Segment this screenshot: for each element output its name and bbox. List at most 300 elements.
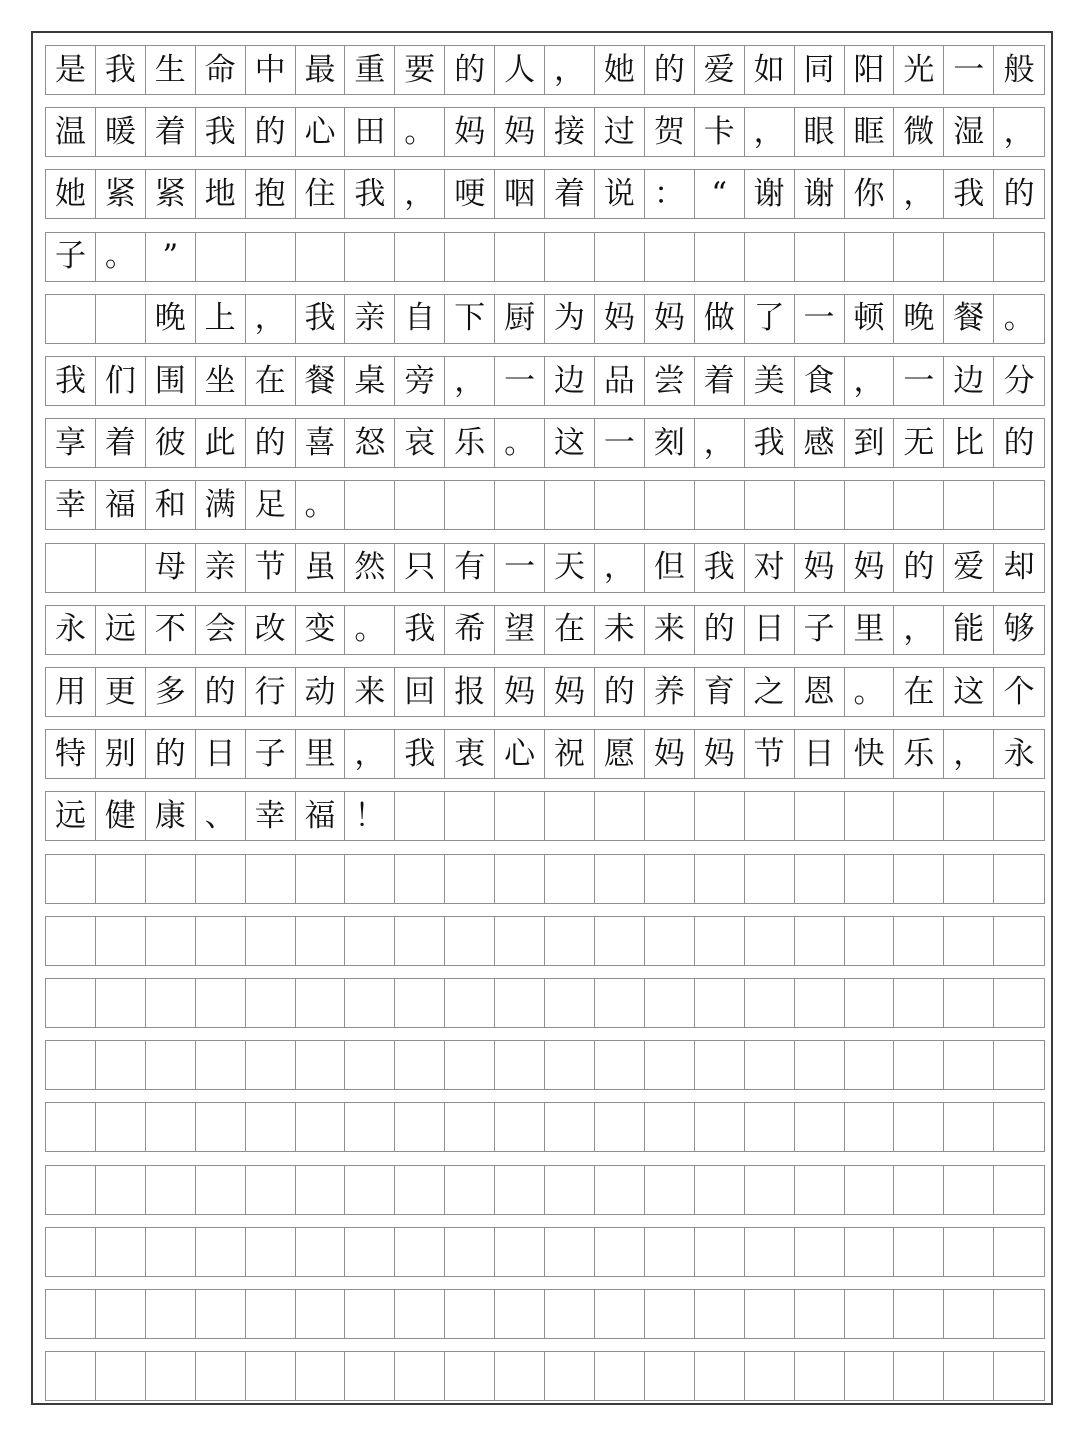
grid-cell: 她 <box>595 46 645 94</box>
grid-cell <box>894 233 944 281</box>
grid-cell <box>345 1228 395 1276</box>
grid-cell <box>46 1103 96 1151</box>
grid-row <box>45 978 1045 1028</box>
grid-cell: 妈 <box>845 544 895 592</box>
grid-cell <box>695 233 745 281</box>
grid-cell <box>645 1103 695 1151</box>
grid-cell <box>994 1166 1044 1214</box>
grid-cell: 一 <box>495 544 545 592</box>
grid-cell <box>545 1166 595 1214</box>
grid-cell: 动 <box>296 668 346 716</box>
grid-cell <box>595 1166 645 1214</box>
grid-cell: 妈 <box>495 108 545 156</box>
grid-cell <box>395 481 445 529</box>
grid-cell: 紧 <box>146 170 196 218</box>
grid-cell: 品 <box>595 357 645 405</box>
grid-cell <box>296 917 346 965</box>
grid-cell <box>595 1352 645 1400</box>
grid-cell <box>445 855 495 903</box>
grid-cell: 餐 <box>296 357 346 405</box>
grid-cell: 和 <box>146 481 196 529</box>
grid-cell: 有 <box>445 544 495 592</box>
grid-cell: 我 <box>96 46 146 94</box>
grid-cell: 育 <box>695 668 745 716</box>
grid-cell: ， <box>695 419 745 467</box>
grid-cell <box>695 855 745 903</box>
grid-cell: 远 <box>96 606 146 654</box>
grid-cell <box>96 1228 146 1276</box>
grid-cell: 母 <box>146 544 196 592</box>
grid-row <box>45 605 1045 655</box>
grid-cell <box>345 1103 395 1151</box>
grid-cell <box>894 979 944 1027</box>
grid-cell: 快 <box>845 730 895 778</box>
grid-row <box>45 854 1045 904</box>
grid-cell <box>845 1166 895 1214</box>
grid-cell: 一 <box>944 46 994 94</box>
grid-cell <box>845 1228 895 1276</box>
grid-cell: 但 <box>645 544 695 592</box>
grid-cell: 温 <box>46 108 96 156</box>
grid-cell <box>196 1290 246 1338</box>
grid-cell <box>246 1228 296 1276</box>
grid-cell <box>595 792 645 840</box>
grid-cell <box>645 855 695 903</box>
grid-cell <box>645 1290 695 1338</box>
grid-row <box>45 1102 1045 1152</box>
grid-cell: 人 <box>495 46 545 94</box>
grid-cell <box>944 792 994 840</box>
grid-cell: ， <box>745 108 795 156</box>
grid-cell <box>445 979 495 1027</box>
grid-cell: 着 <box>96 419 146 467</box>
grid-cell: 般 <box>1003 51 1035 88</box>
grid-cell: 节 <box>246 544 296 592</box>
grid-cell <box>795 481 845 529</box>
grid-cell: 在 <box>545 606 595 654</box>
grid-cell <box>246 1290 296 1338</box>
grid-cell: 哽 <box>445 170 495 218</box>
grid-cell <box>545 233 595 281</box>
grid-cell <box>445 1103 495 1151</box>
grid-cell: “ <box>695 170 745 218</box>
grid-cell <box>146 1290 196 1338</box>
grid-cell: 未 <box>595 606 645 654</box>
grid-cell: ！ <box>345 792 395 840</box>
grid-cell <box>445 1352 495 1400</box>
grid-cell: 边 <box>944 357 994 405</box>
grid-cell <box>196 233 246 281</box>
grid-cell: 永 <box>1003 735 1035 772</box>
grid-cell: 愿 <box>595 730 645 778</box>
grid-cell: 个 <box>1003 673 1035 710</box>
grid-cell: 餐 <box>944 295 994 343</box>
grid-cell: 。 <box>395 108 445 156</box>
grid-cell <box>795 855 845 903</box>
grid-cell <box>994 1103 1044 1151</box>
grid-cell: 的 <box>445 46 495 94</box>
grid-row <box>45 1165 1045 1215</box>
grid-cell <box>445 792 495 840</box>
grid-cell <box>845 233 895 281</box>
grid-cell: 着 <box>146 108 196 156</box>
grid-cell: 眶 <box>845 108 895 156</box>
grid-cell <box>96 295 146 343</box>
grid-cell: 在 <box>894 668 944 716</box>
grid-cell <box>745 792 795 840</box>
grid-cell: 住 <box>296 170 346 218</box>
grid-cell: 子 <box>246 730 296 778</box>
grid-cell <box>345 979 395 1027</box>
grid-cell: 天 <box>545 544 595 592</box>
grid-cell <box>944 233 994 281</box>
grid-cell: 此 <box>196 419 246 467</box>
grid-cell: 了 <box>745 295 795 343</box>
grid-cell <box>795 1228 845 1276</box>
grid-cell <box>845 481 895 529</box>
grid-cell <box>994 1352 1044 1400</box>
grid-cell <box>345 855 395 903</box>
grid-cell: 自 <box>395 295 445 343</box>
grid-cell <box>296 1041 346 1089</box>
grid-cell: 祝 <box>545 730 595 778</box>
grid-cell: 着 <box>545 170 595 218</box>
grid-cell <box>645 1352 695 1400</box>
grid-cell <box>146 917 196 965</box>
grid-cell: 我 <box>345 170 395 218</box>
grid-cell <box>545 855 595 903</box>
grid-cell: 田 <box>345 108 395 156</box>
grid-cell <box>994 481 1044 529</box>
grid-row <box>45 1227 1045 1277</box>
grid-cell <box>495 855 545 903</box>
grid-cell <box>845 979 895 1027</box>
grid-cell: 刻 <box>645 419 695 467</box>
grid-cell <box>944 481 994 529</box>
grid-cell <box>745 233 795 281</box>
grid-cell: ， <box>845 357 895 405</box>
grid-cell <box>695 979 745 1027</box>
grid-cell <box>445 481 495 529</box>
grid-cell <box>944 855 994 903</box>
grid-row <box>45 916 1045 966</box>
grid-cell: 行 <box>246 668 296 716</box>
grid-cell <box>894 792 944 840</box>
grid-cell: 的 <box>894 544 944 592</box>
grid-cell: 心 <box>495 730 545 778</box>
grid-cell: 边 <box>545 357 595 405</box>
grid-cell <box>645 917 695 965</box>
grid-cell <box>445 1041 495 1089</box>
grid-cell <box>545 792 595 840</box>
grid-cell <box>345 1290 395 1338</box>
grid-cell: 虽 <box>296 544 346 592</box>
grid-cell: 们 <box>96 357 146 405</box>
grid-cell <box>246 1041 296 1089</box>
grid-cell: 用 <box>46 668 96 716</box>
grid-cell: 到 <box>845 419 895 467</box>
grid-cell: 节 <box>745 730 795 778</box>
grid-cell <box>246 1166 296 1214</box>
grid-cell: 日 <box>196 730 246 778</box>
grid-cell <box>795 1352 845 1400</box>
grid-cell: 来 <box>645 606 695 654</box>
grid-cell <box>695 1352 745 1400</box>
grid-cell <box>246 1103 296 1151</box>
grid-cell: 永 <box>46 606 96 654</box>
grid-cell: 光 <box>894 46 944 94</box>
grid-cell: 里 <box>845 606 895 654</box>
grid-cell: 坐 <box>196 357 246 405</box>
grid-cell <box>395 792 445 840</box>
grid-cell: 乐 <box>894 730 944 778</box>
grid-cell <box>395 917 445 965</box>
grid-cell <box>296 1352 346 1400</box>
grid-cell <box>146 1041 196 1089</box>
grid-cell <box>545 979 595 1027</box>
grid-cell <box>46 855 96 903</box>
grid-cell: 上 <box>196 295 246 343</box>
grid-cell: 阳 <box>845 46 895 94</box>
grid-cell: 说 <box>595 170 645 218</box>
grid-cell: 妈 <box>695 730 745 778</box>
grid-cell: 湿 <box>944 108 994 156</box>
grid-cell: 日 <box>795 730 845 778</box>
grid-cell: 一 <box>795 295 845 343</box>
grid-cell: 福 <box>296 792 346 840</box>
grid-cell <box>745 481 795 529</box>
grid-cell <box>645 481 695 529</box>
grid-cell: 一 <box>894 357 944 405</box>
grid-cell: 心 <box>296 108 346 156</box>
grid-cell: 回 <box>395 668 445 716</box>
grid-cell <box>445 1290 495 1338</box>
grid-cell <box>845 1290 895 1338</box>
grid-cell <box>994 233 1044 281</box>
grid-cell: 着 <box>695 357 745 405</box>
grid-cell <box>196 1352 246 1400</box>
grid-cell <box>695 792 745 840</box>
grid-cell <box>96 1041 146 1089</box>
grid-cell <box>345 1166 395 1214</box>
grid-cell: 远 <box>46 792 96 840</box>
grid-cell <box>495 1103 545 1151</box>
grid-cell: 微 <box>894 108 944 156</box>
grid-cell <box>445 233 495 281</box>
grid-cell <box>994 1228 1044 1276</box>
grid-cell: 食 <box>795 357 845 405</box>
grid-cell: 的 <box>1003 175 1035 212</box>
grid-cell <box>545 1228 595 1276</box>
grid-cell <box>246 233 296 281</box>
grid-cell: 恩 <box>795 668 845 716</box>
grid-cell <box>994 855 1044 903</box>
grid-cell <box>495 233 545 281</box>
grid-cell <box>695 1103 745 1151</box>
grid-cell: 我 <box>944 170 994 218</box>
grid-cell: 妈 <box>795 544 845 592</box>
grid-cell <box>146 1166 196 1214</box>
grid-cell <box>395 1352 445 1400</box>
grid-cell <box>795 979 845 1027</box>
grid-cell: 我 <box>196 108 246 156</box>
grid-cell: ， <box>345 730 395 778</box>
grid-cell: 享 <box>46 419 96 467</box>
grid-cell: 美 <box>745 357 795 405</box>
grid-cell <box>96 855 146 903</box>
grid-cell: 养 <box>645 668 695 716</box>
grid-cell <box>695 1228 745 1276</box>
grid-cell: 中 <box>246 46 296 94</box>
grid-cell <box>944 1103 994 1151</box>
grid-cell <box>695 1290 745 1338</box>
grid-cell <box>96 1290 146 1338</box>
grid-cell <box>146 979 196 1027</box>
grid-cell: 望 <box>495 606 545 654</box>
grid-cell: 为 <box>545 295 595 343</box>
grid-cell <box>296 1228 346 1276</box>
grid-cell: 妈 <box>595 295 645 343</box>
grid-cell: 谢 <box>795 170 845 218</box>
grid-cell <box>595 481 645 529</box>
grid-cell: 无 <box>894 419 944 467</box>
grid-cell <box>795 792 845 840</box>
grid-cell: 希 <box>445 606 495 654</box>
grid-cell: 的 <box>595 668 645 716</box>
grid-cell: 之 <box>745 668 795 716</box>
grid-cell: 谢 <box>745 170 795 218</box>
grid-cell <box>695 1041 745 1089</box>
grid-cell <box>96 1166 146 1214</box>
grid-cell <box>495 1228 545 1276</box>
grid-cell: 里 <box>296 730 346 778</box>
grid-cell <box>395 979 445 1027</box>
grid-cell: 只 <box>395 544 445 592</box>
grid-row <box>45 45 1045 95</box>
grid-cell: 子 <box>795 606 845 654</box>
grid-cell: 紧 <box>96 170 146 218</box>
grid-cell <box>345 1041 395 1089</box>
grid-cell <box>495 979 545 1027</box>
grid-row <box>45 356 1045 406</box>
grid-cell <box>445 1166 495 1214</box>
grid-cell: 同 <box>795 46 845 94</box>
grid-cell <box>845 1041 895 1089</box>
grid-cell <box>495 1166 545 1214</box>
grid-cell: 福 <box>96 481 146 529</box>
grid-cell <box>894 855 944 903</box>
grid-cell <box>894 481 944 529</box>
grid-cell <box>395 1228 445 1276</box>
grid-cell <box>795 1041 845 1089</box>
grid-cell: 的 <box>645 46 695 94</box>
grid-cell: 最 <box>296 46 346 94</box>
grid-cell <box>146 1228 196 1276</box>
grid-cell: ， <box>944 730 994 778</box>
grid-cell <box>645 792 695 840</box>
grid-row <box>45 1351 1045 1401</box>
grid-cell <box>545 1103 595 1151</box>
grid-cell: 重 <box>345 46 395 94</box>
grid-cell <box>46 917 96 965</box>
grid-cell: 康 <box>146 792 196 840</box>
grid-cell: ， <box>595 544 645 592</box>
grid-cell: 这 <box>545 419 595 467</box>
grid-cell: 地 <box>196 170 246 218</box>
grid-cell <box>595 1290 645 1338</box>
grid-cell: 爱 <box>944 544 994 592</box>
grid-cell <box>495 1290 545 1338</box>
grid-cell <box>296 233 346 281</box>
grid-cell: 我 <box>695 544 745 592</box>
grid-cell: ， <box>1003 113 1035 150</box>
grid-cell <box>994 979 1044 1027</box>
grid-cell <box>96 1103 146 1151</box>
grid-cell <box>595 979 645 1027</box>
grid-cell <box>845 917 895 965</box>
grid-cell: 却 <box>1003 549 1035 586</box>
grid-cell: 如 <box>745 46 795 94</box>
grid-cell <box>994 792 1044 840</box>
grid-cell <box>795 1103 845 1151</box>
grid-cell: 、 <box>196 792 246 840</box>
grid-cell: 哀 <box>395 419 445 467</box>
grid-cell <box>595 1041 645 1089</box>
grid-cell: 一 <box>595 419 645 467</box>
grid-cell <box>645 1041 695 1089</box>
grid-cell <box>146 855 196 903</box>
grid-cell: 妈 <box>645 730 695 778</box>
grid-cell <box>46 544 96 592</box>
grid-cell: 贺 <box>645 108 695 156</box>
grid-cell <box>745 1228 795 1276</box>
grid-cell <box>495 1352 545 1400</box>
grid-cell: 做 <box>695 295 745 343</box>
grid-cell <box>96 1352 146 1400</box>
grid-cell: 命 <box>196 46 246 94</box>
grid-cell <box>495 1041 545 1089</box>
grid-cell: 乐 <box>445 419 495 467</box>
grid-row <box>45 232 1045 282</box>
grid-cell <box>745 855 795 903</box>
grid-row <box>45 729 1045 779</box>
grid-cell <box>845 1352 895 1400</box>
grid-cell: 。 <box>296 481 346 529</box>
grid-cell: 暖 <box>96 108 146 156</box>
grid-cell <box>745 1290 795 1338</box>
grid-cell: 能 <box>944 606 994 654</box>
grid-cell: 分 <box>1003 362 1035 399</box>
grid-row <box>45 107 1045 157</box>
grid-cell <box>246 917 296 965</box>
grid-cell: 厨 <box>495 295 545 343</box>
grid-cell <box>545 1290 595 1338</box>
grid-cell <box>645 979 695 1027</box>
grid-cell <box>745 1041 795 1089</box>
grid-cell <box>745 917 795 965</box>
grid-cell: ， <box>545 46 595 94</box>
grid-cell <box>196 1166 246 1214</box>
grid-cell <box>545 481 595 529</box>
grid-cell <box>246 1352 296 1400</box>
grid-cell: ， <box>395 170 445 218</box>
grid-cell: 然 <box>345 544 395 592</box>
grid-cell <box>745 979 795 1027</box>
grid-cell: 顿 <box>845 295 895 343</box>
grid-cell <box>46 295 96 343</box>
grid-cell <box>246 979 296 1027</box>
grid-cell <box>46 1352 96 1400</box>
